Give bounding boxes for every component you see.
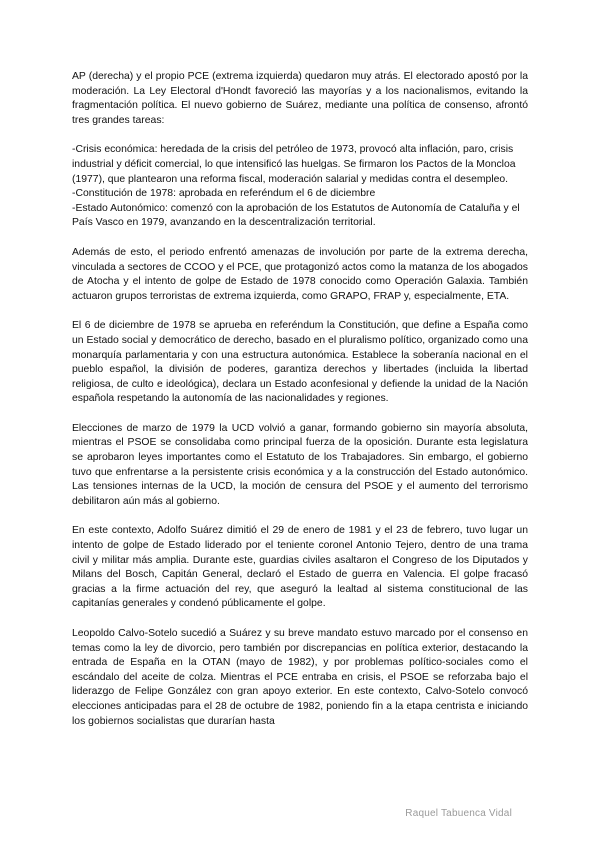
- list-item-constitution: -Constitución de 1978: aprobada en referéndum el 6 de diciembre: [72, 188, 376, 200]
- paragraph-electorate: AP (derecha) y el propio PCE (extrema izquierda) quedaron muy atrás. El electorado apostó por la moderación. La Ley Electoral d'Hondt favoreció las mayorías y a los nacionalismos, evitando la fragmentación política. El nuevo gobierno de Suárez, mediante una política de consenso, afrontó tres grandes tareas:: [72, 71, 528, 126]
- paragraph-constitution-1978: El 6 de diciembre de 1978 se aprueba en referéndum la Constitución, que define a España como un Estado social y democrático de derecho, basado en el pluralismo político, organizado como una monarquía parlamentaria y con una estructura autonómica. Establece la soberanía nacional en el pueblo español, la división de poderes, garantiza derechos y libertades (incluida la libertad religiosa, de culto e ideológica), declara un Estado aconfesional y defiende la unidad de la Nación española respetando la autonomía de las nacionalidades y regiones.: [72, 320, 528, 405]
- spacer: [72, 128, 528, 143]
- document-body: [72, 70, 528, 729]
- paragraph-coup-1981: En este contexto, Adolfo Suárez dimitió el 29 de enero de 1981 y el 23 de febrero, tuvo lugar un intento de golpe de Estado liderado por el teniente coronel Antonio Tejero, dentro de una trama civil y militar más amplia. Durante este, guardias civiles asaltaron el Congreso de los Diputados y Milans del Bosch, Capitán General, declaró el Estado de guerra en Valencia. El golpe fracasó gracias a la firme actuación del rey, que aseguró la lealtad al sistema constitucional de las capitanías generales y condenó públicamente el golpe.: [72, 525, 528, 610]
- list-item-autonomic-state: -Estado Autonómico: comenzó con la aprobación de los Estatutos de Autonomía de Cataluña y el País Vasco en 1979, avanzando en la descentralización territorial.: [72, 202, 520, 229]
- paragraph-calvo-sotelo: Leopoldo Calvo-Sotelo sucedió a Suárez y su breve mandato estuvo marcado por el consenso en temas como la ley de divorcio, pero también por discrepancias en política exterior, destacando la entrada de España en la OTAN (mayo de 1982), y por problemas político-sociales como el escándalo del aceite de colza. Mientras el PCE entraba en crisis, el PSOE se reforzaba bajo el liderazgo de Felipe González con gran apoyo exterior. En este contexto, Calvo-Sotelo convocó elecciones anticipadas para el 28 de octubre de 1982, poniendo fin a la etapa centrista e iniciando los gobiernos socialistas que durarían hasta: [72, 628, 528, 727]
- footer-author: Raquel Tabuenca Vidal: [405, 808, 512, 819]
- paragraph-elections-1979: Elecciones de marzo de 1979 la UCD volvió a ganar, formando gobierno sin mayoría absoluta, mientras el PSOE se consolidaba como principal fuerza de la oposición. Durante esta legislatura se aprobaron leyes importantes como el Estatuto de los Trabajadores. Sin embargo, el gobierno tuvo que enfrentarse a la persistente crisis económica y a la construcción del Estado autonómico. Las tensiones internas de la UCD, la moción de censura del PSOE y el aumento del terrorismo debilitaron aún más al gobierno.: [72, 422, 528, 507]
- paragraph-involution-threats: Además de esto, el periodo enfrentó amenazas de involución por parte de la extrema derecha, vinculada a sectores de CCOO y el PCE, que protagonizó actos como la matanza de los abogados de Atocha y el intento de golpe de Estado de 1978 conocido como Operación Galaxia. También actuaron grupos terroristas de extrema izquierda, como GRAPO, FRAP y, especialmente, ETA.: [72, 246, 528, 302]
- spacer: [72, 231, 528, 246]
- list-item-economic-crisis: -Crisis económica: heredada de la crisis del petróleo de 1973, provocó alta inflación, paro, crisis industrial y déficit comercial, lo que intensificó las huelgas. Se firmaron los Pactos de la Moncloa (1977), que plantearon una reforma fiscal, moderación salarial y medidas contra el desempleo.: [72, 144, 516, 185]
